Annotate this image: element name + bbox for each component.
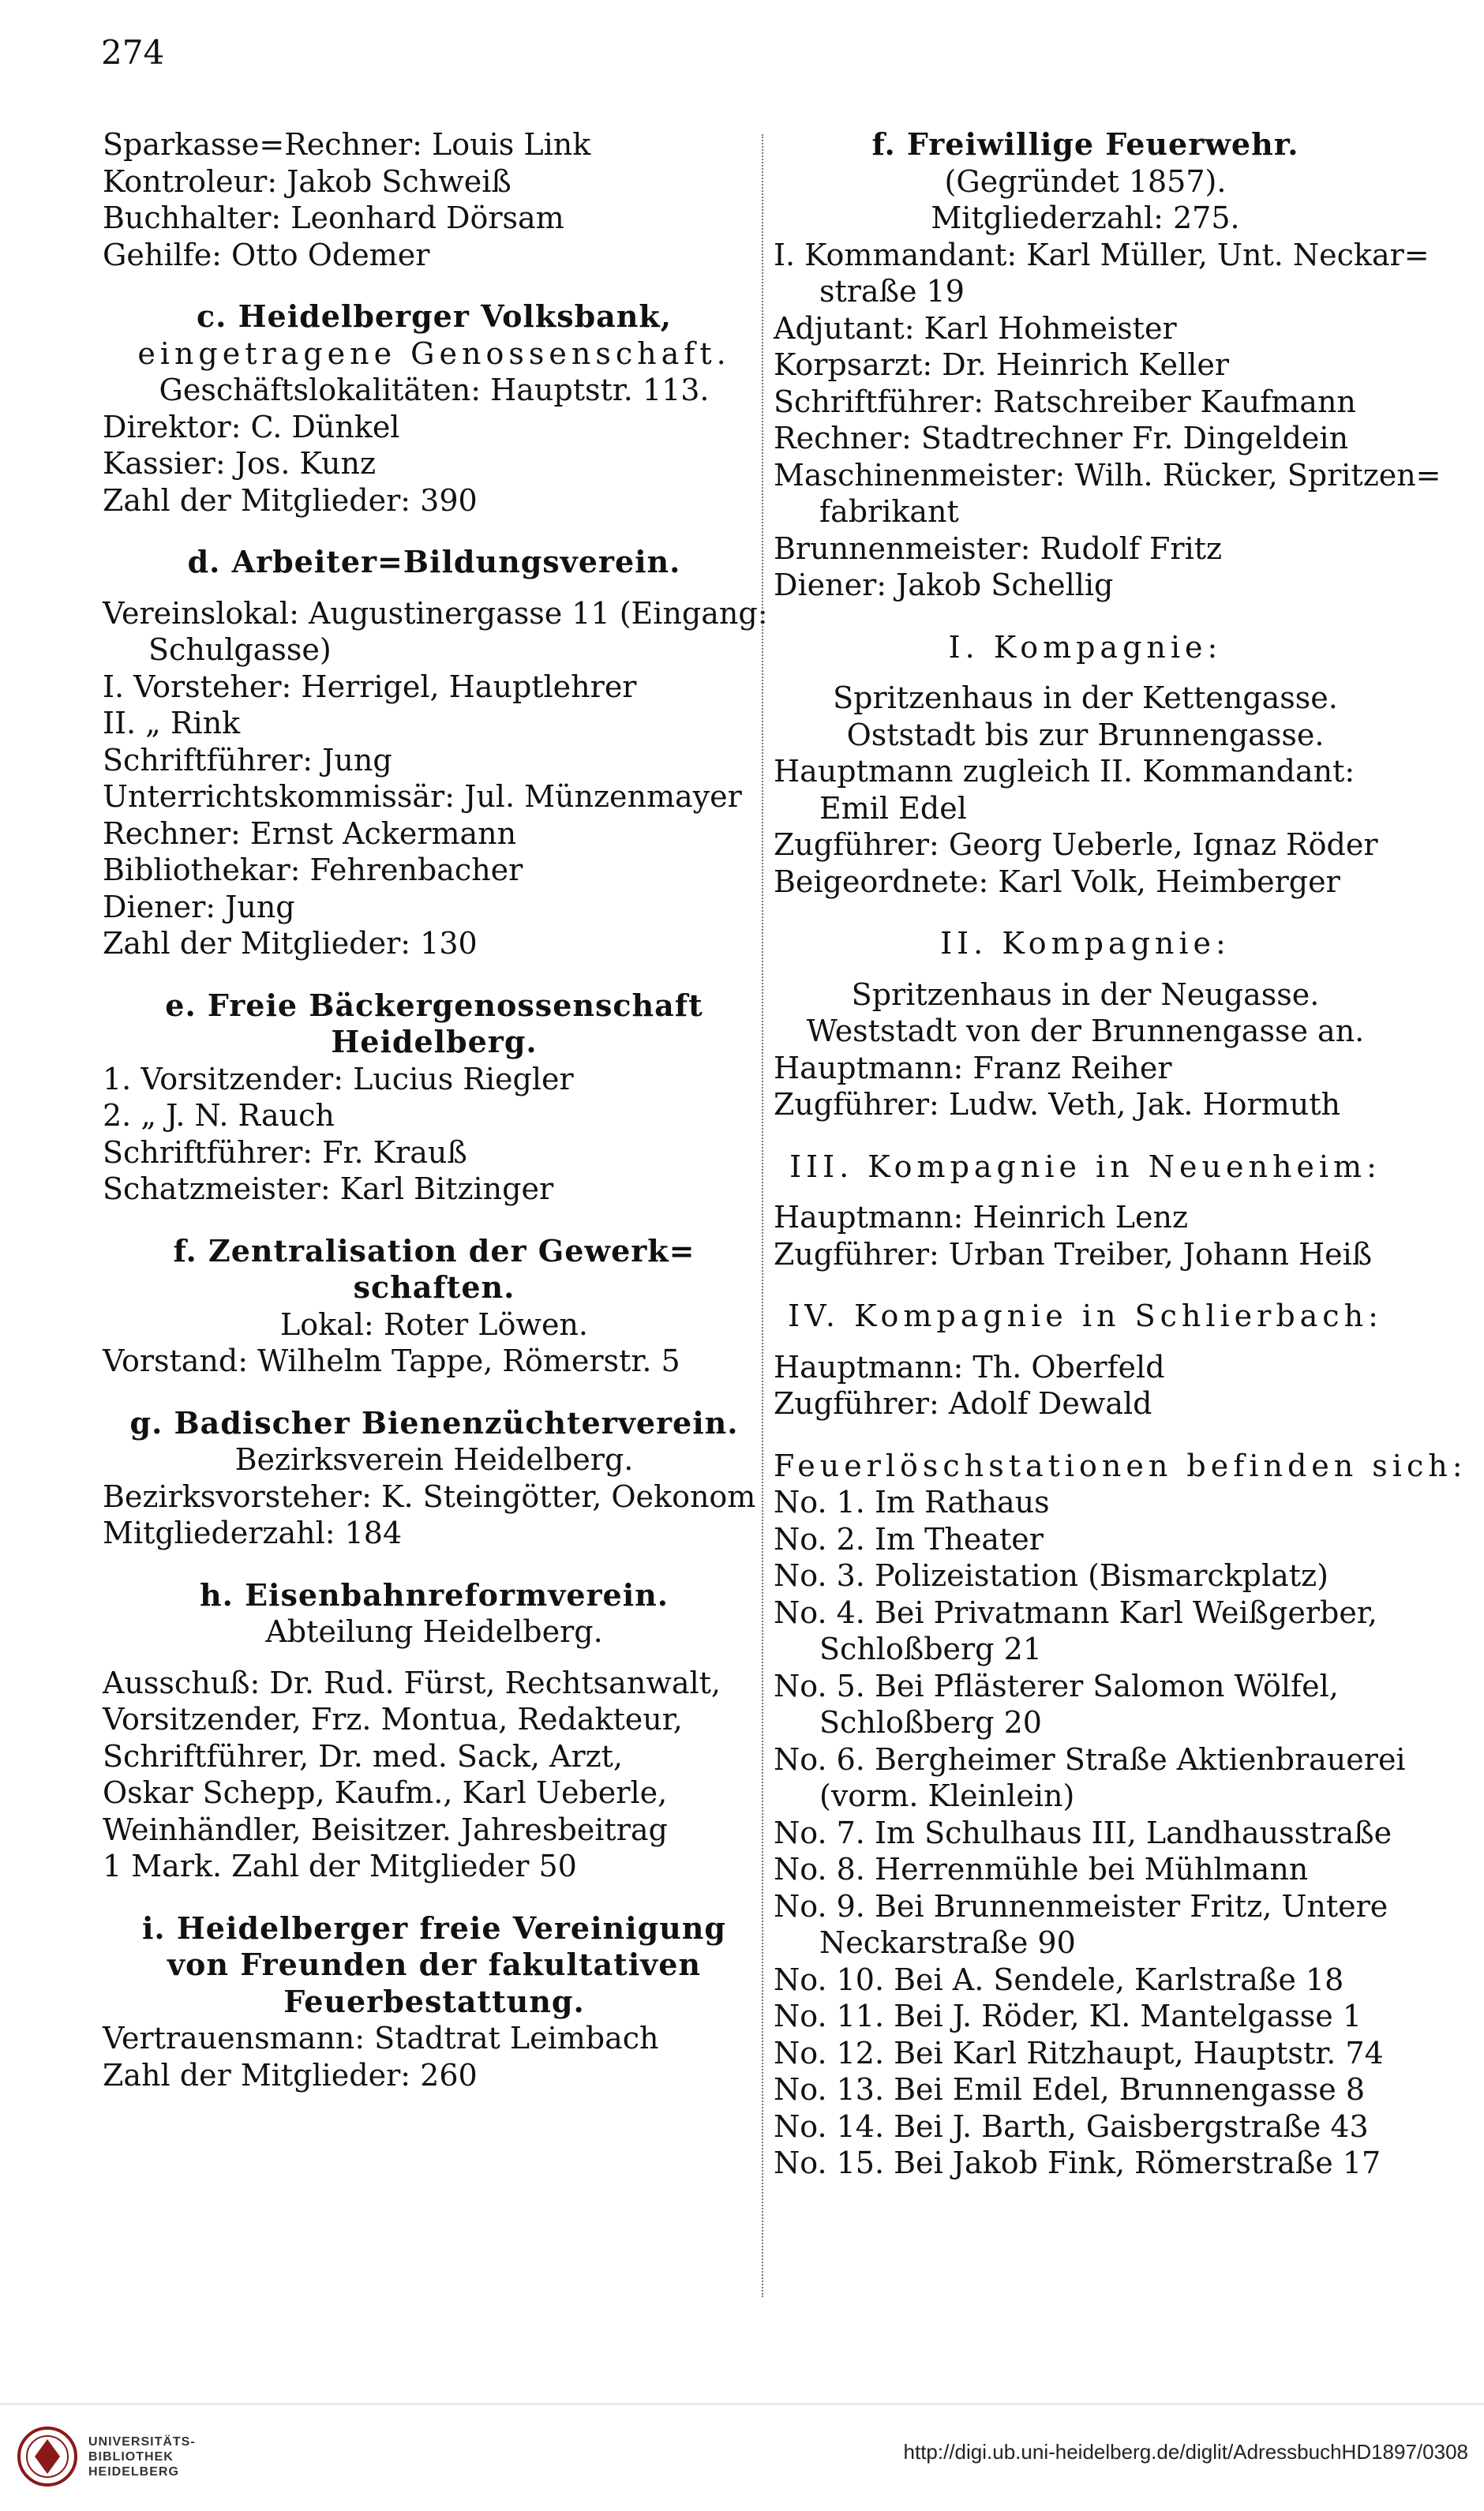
logo-line: HEIDELBERG <box>88 2465 179 2479</box>
text-line: Rechner: Stadtrechner Fr. Dingeldein <box>774 421 1349 455</box>
text-line: III. Kompagnie in Neuenheim: <box>789 1149 1381 1184</box>
text-line: No. 2. Im Theater <box>774 1521 1044 1557</box>
section-heading: c. Heidelberger Volksbank, <box>197 298 672 334</box>
text-line: Hauptmann: Th. Oberfeld <box>774 1349 1165 1385</box>
section-heading: d. Arbeiter=Bildungsverein. <box>187 544 681 579</box>
footer-bar <box>0 2404 1484 2511</box>
text-line: No. 9. Bei Brunnenmeister Fritz, Untere <box>774 1888 1388 1924</box>
spacer <box>103 273 766 298</box>
spacer <box>774 604 1397 629</box>
text-line: No. 3. Polizeistation (Bismarckplatz) <box>774 1558 1328 1593</box>
spacer <box>774 1185 1397 1199</box>
text-line: No. 11. Bei J. Röder, Kl. Mantelgasse 1 <box>774 1999 1362 2033</box>
spacer <box>103 1651 766 1665</box>
spacer <box>774 665 1397 680</box>
text-line: Schriftführer: Fr. Krauß <box>103 1134 467 1170</box>
section-heading: Heidelberg. <box>331 1024 538 1059</box>
text-line: Oststadt bis zur Brunnengasse. <box>846 717 1325 752</box>
spacer <box>774 1335 1397 1349</box>
left-column <box>103 126 766 2093</box>
section-heading: von Freunden der fakultativen <box>167 1947 702 1982</box>
spacer <box>103 962 766 988</box>
spacer <box>103 1552 766 1577</box>
spacer <box>774 900 1397 925</box>
text-line: Direktor: C. Dünkel <box>103 409 400 444</box>
text-line: Abteilung Heidelberg. <box>265 1614 603 1649</box>
spacer <box>103 581 766 595</box>
text-line: Kontroleur: Jakob Schweiß <box>103 163 512 199</box>
text-line: II. „ Rink <box>103 706 241 740</box>
text-line: No. 7. Im Schulhaus III, Landhausstraße <box>774 1815 1392 1850</box>
text-line: Vereinslokal: Augustinergasse 11 (Eingang: <box>103 595 768 631</box>
text-line: Schriftführer, Dr. med. Sack, Arzt, <box>103 1738 624 1774</box>
text-line: No. 6. Bergheimer Straße Aktienbrauerei <box>774 1741 1406 1777</box>
source-url-link[interactable]: http://digi.ub.uni-heidelberg.de/diglit/AdressbuchHD1897/0308 <box>903 2440 1468 2464</box>
text-line: Zugführer: Georg Ueberle, Ignaz Röder <box>774 827 1378 862</box>
library-logo[interactable] <box>16 2420 253 2499</box>
text-line: Spritzenhaus in der Neugasse. <box>851 976 1320 1012</box>
text-line: Zahl der Mitglieder: 390 <box>103 482 478 518</box>
text-line: IV. Kompagnie in Schlierbach: <box>788 1299 1383 1333</box>
page-number: 274 <box>101 33 165 72</box>
text-line: Schloßberg 20 <box>819 1705 1042 1740</box>
text-line: Zahl der Mitglieder: 260 <box>103 2057 478 2093</box>
text-line: 1 Mark. Zahl der Mitglieder 50 <box>103 1849 577 1883</box>
section-heading: e. Freie Bäckergenossenschaft <box>165 987 703 1023</box>
text-line: fabrikant <box>819 494 959 529</box>
text-line: No. 14. Bei J. Barth, Gaisbergstraße 43 <box>774 2108 1369 2144</box>
text-line: straße 19 <box>819 274 965 309</box>
spacer <box>774 1422 1397 1448</box>
text-line: Schatzmeister: Karl Bitzinger <box>103 1171 554 1206</box>
text-line: No. 8. Herrenmühle bei Mühlmann <box>774 1852 1309 1887</box>
text-line: Schriftführer: Jung <box>103 742 392 778</box>
text-line: Beigeordnete: Karl Volk, Heimberger <box>774 864 1340 899</box>
text-line: Vorstand: Wilhelm Tappe, Römerstr. 5 <box>103 1344 680 1378</box>
section-heading: i. Heidelberger freie Vereinigung <box>141 1909 726 1946</box>
spacer <box>774 1123 1397 1149</box>
text-line: Zugführer: Adolf Dewald <box>774 1386 1152 1421</box>
text-line: 2. „ J. N. Rauch <box>103 1098 335 1133</box>
section-heading: Feuerbestattung. <box>283 1983 585 2019</box>
text-line: Schloßberg 21 <box>819 1632 1042 1666</box>
text-line: Geschäftslokalitäten: Hauptstr. 113. <box>159 373 710 407</box>
text-line: Brunnenmeister: Rudolf Fritz <box>774 530 1223 566</box>
text-line: No. 12. Bei Karl Ritzhaupt, Hauptstr. 74 <box>774 2035 1384 2071</box>
section-heading: g. Badischer Bienenzüchterverein. <box>129 1404 739 1441</box>
text-line: Mitgliederzahl: 184 <box>103 1516 403 1550</box>
text-line: No. 1. Im Rathaus <box>774 1485 1050 1520</box>
text-line: Hauptmann zugleich II. Kommandant: <box>774 754 1355 789</box>
text-line: Diener: Jung <box>103 889 295 924</box>
spacer <box>774 962 1397 976</box>
logo-line: BIBLIOTHEK <box>88 2450 174 2464</box>
spacer <box>774 1272 1397 1298</box>
text-line: Bezirksverein Heidelberg. <box>234 1442 634 1477</box>
text-line: Hauptmann: Franz Reiher <box>774 1050 1172 1085</box>
right-column <box>774 126 1467 2182</box>
text-line: I. Vorsteher: Herrigel, Hauptlehrer <box>103 669 637 704</box>
logo-line: UNIVERSITÄTS- <box>88 2435 196 2449</box>
text-line: Vertrauensmann: Stadtrat Leimbach <box>103 2021 659 2056</box>
text-line: I. Kommandant: Karl Müller, Unt. Neckar= <box>774 237 1430 272</box>
text-line: Vorsitzender, Frz. Montua, Redakteur, <box>103 1702 683 1737</box>
text-line: Spritzenhaus in der Kettengasse. <box>833 680 1338 715</box>
text-line: Mitgliederzahl: 275. <box>931 201 1240 235</box>
text-line: No. 4. Bei Privatmann Karl Weißgerber, <box>774 1595 1377 1630</box>
spacer <box>103 1885 766 1910</box>
text-line: eingetragene Genossenschaft. <box>137 335 731 371</box>
text-line: Bibliothekar: Fehrenbacher <box>103 853 523 887</box>
section-heading: schaften. <box>353 1269 515 1305</box>
section-heading: h. Eisenbahnreformverein. <box>200 1576 669 1613</box>
text-line: II. Kompagnie: <box>940 926 1231 961</box>
column-divider <box>762 134 763 2297</box>
text-line: No. 5. Bei Pflästerer Salomon Wölfel, <box>774 1668 1339 1703</box>
text-line: Zugführer: Ludw. Veth, Jak. Hormuth <box>774 1087 1340 1122</box>
text-line: Zahl der Mitglieder: 130 <box>103 926 478 961</box>
text-line: No. 15. Bei Jakob Fink, Römerstraße 17 <box>774 2146 1381 2180</box>
text-line: Buchhalter: Leonhard Dörsam <box>103 201 564 235</box>
text-line: Korpsarzt: Dr. Heinrich Keller <box>774 347 1230 382</box>
text-line: Sparkasse=Rechner: Louis Link <box>103 127 591 162</box>
section-heading: f. Zentralisation der Gewerk= <box>173 1232 695 1269</box>
text-line: Zugführer: Urban Treiber, Johann Heiß <box>774 1236 1373 1272</box>
spacer <box>103 1380 766 1405</box>
text-line: Neckarstraße 90 <box>819 1925 1076 1960</box>
text-line: (vorm. Kleinlein) <box>819 1778 1075 1813</box>
text-line: 1. Vorsitzender: Lucius Riegler <box>103 1061 574 1096</box>
text-line: Weststadt von der Brunnengasse an. <box>806 1014 1365 1048</box>
text-line: Emil Edel <box>819 790 967 826</box>
text-line: Oskar Schepp, Kaufm., Karl Ueberle, <box>103 1775 668 1810</box>
text-line: Hauptmann: Heinrich Lenz <box>774 1200 1189 1235</box>
text-line: Gehilfe: Otto Odemer <box>103 237 430 272</box>
text-line: I. Kompagnie: <box>948 629 1223 665</box>
text-line: (Gegründet 1857). <box>944 163 1227 199</box>
text-line: Kassier: Jos. Kunz <box>103 446 377 481</box>
text-line: Ausschuß: Dr. Rud. Fürst, Rechtsanwalt, <box>103 1665 721 1700</box>
text-line: Rechner: Ernst Ackermann <box>103 815 517 851</box>
text-line: Diener: Jakob Schellig <box>774 568 1114 602</box>
text-line: Schriftführer: Ratschreiber Kaufmann <box>774 384 1356 419</box>
text-line: Unterrichtskommissär: Jul. Münzenmayer <box>103 779 742 814</box>
spacer <box>103 519 766 544</box>
text-line: Feuerlöschstationen befinden sich: <box>774 1448 1467 1483</box>
text-line: Lokal: Roter Löwen. <box>279 1306 588 1342</box>
text-line: Adjutant: Karl Hohmeister <box>774 310 1177 346</box>
text-line: Schulgasse) <box>148 632 332 667</box>
spacer <box>103 1208 766 1233</box>
text-line: Maschinenmeister: Wilh. Rücker, Spritzen= <box>774 457 1441 493</box>
text-line: Weinhändler, Beisitzer. Jahresbeitrag <box>103 1812 668 1847</box>
text-line: Bezirksvorsteher: K. Steingötter, Oekonom <box>103 1478 756 1514</box>
university-seal-icon <box>16 2425 79 2488</box>
text-line: No. 13. Bei Emil Edel, Brunnengasse 8 <box>774 2072 1365 2107</box>
section-heading: f. Freiwillige Feuerwehr. <box>871 126 1299 162</box>
text-line: No. 10. Bei A. Sendele, Karlstraße 18 <box>774 1962 1344 1997</box>
